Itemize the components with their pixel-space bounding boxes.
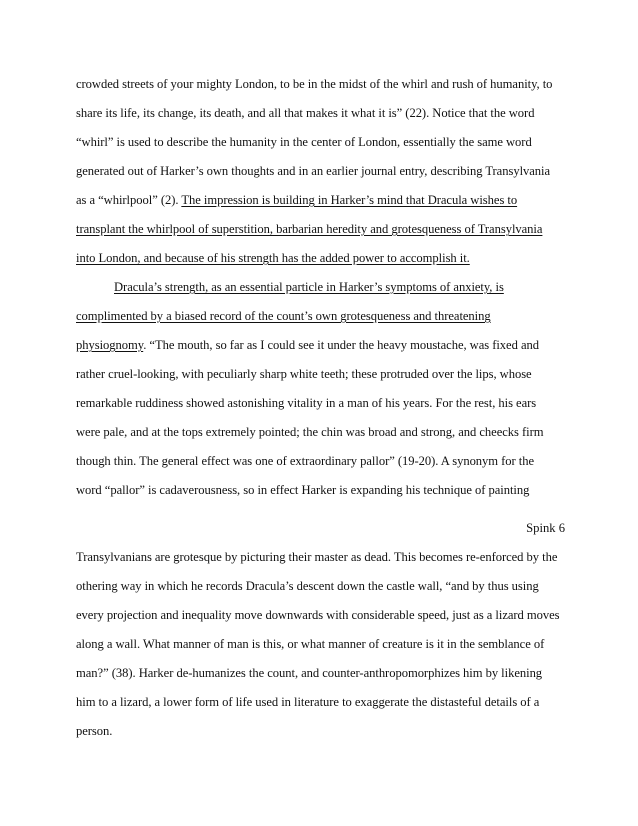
- body-line-p2-5: [76, 665, 542, 681]
- body-line-p2-3: [76, 607, 560, 623]
- text-run: every projection and inequality move downwards with considerable speed, just as a lizard moves: [76, 608, 560, 622]
- text-run: person.: [76, 724, 113, 738]
- body-line-5: [76, 192, 517, 208]
- underlined-text-run: physiognomy: [76, 338, 144, 352]
- text-run: share its life, its change, its death, and all that makes it what it is” (22). Notice that the word: [76, 106, 535, 120]
- body-line-15: [76, 482, 529, 498]
- underlined-text-run: The impression is building in Harker’s mind that Dracula wishes to: [181, 193, 518, 207]
- underlined-text-run: complimented by a biased record of the count’s own grotesqueness and threatening: [76, 309, 491, 323]
- text-run: generated out of Harker’s own thoughts and in an earlier journal entry, describing Transylvania: [76, 164, 551, 178]
- body-line-4: [76, 163, 550, 179]
- underlined-text-run: transplant the whirlpool of superstition, barbarian heredity and grotesqueness of Transylvania: [76, 222, 543, 236]
- body-line-7: [76, 250, 470, 266]
- body-line-8-paragraph-start: [114, 279, 504, 295]
- text-run: as a “whirlpool” (2).: [76, 193, 182, 207]
- body-line-10: [76, 337, 539, 353]
- text-run: othering way in which he records Dracula’s descent down the castle wall, “and by thus using: [76, 579, 539, 593]
- text-run: along a wall. What manner of man is this, or what manner of creature is it in the semblance of: [76, 637, 545, 651]
- text-run: Transylvanians are grotesque by picturing their master as dead. This becomes re-enforced by the: [76, 550, 558, 564]
- body-line-12: [76, 395, 536, 411]
- body-line-p2-4: [76, 636, 544, 652]
- body-line-3: [76, 134, 532, 150]
- text-run: crowded streets of your mighty London, to be in the midst of the whirl and rush of humanity, to: [76, 77, 553, 91]
- body-line-14: [76, 453, 534, 469]
- body-line-6: [76, 221, 542, 237]
- body-line-p2-6: [76, 694, 539, 710]
- underlined-text-run: Dracula’s strength, as an essential particle in Harker’s symptoms of anxiety, is: [114, 280, 504, 294]
- text-run: were pale, and at the tops extremely pointed; the chin was broad and strong, and cheecks firm: [76, 425, 544, 439]
- text-run: rather cruel-looking, with peculiarly sharp white teeth; these protruded over the lips, whose: [76, 367, 532, 381]
- body-line-2: [76, 105, 534, 121]
- underlined-text-run: into London, and because of his strength has the added power to accomplish it.: [76, 251, 470, 265]
- body-line-p2-1: [76, 549, 557, 565]
- text-run: man?” (38). Harker de-humanizes the count, and counter-anthropomorphizes him by likening: [76, 666, 543, 680]
- body-line-p2-2: [76, 578, 539, 594]
- body-line-13: [76, 424, 543, 440]
- body-line-9: [76, 308, 491, 324]
- text-run: remarkable ruddiness showed astonishing vitality in a man of his years. For the rest, his ears: [76, 396, 537, 410]
- page-header-spink-6: Spink 6: [526, 521, 565, 535]
- text-run: word “pallor” is cadaverousness, so in effect Harker is expanding his technique of painting: [76, 483, 530, 497]
- body-line-1: [76, 76, 552, 92]
- body-line-p2-7: [76, 723, 112, 739]
- text-run: though thin. The general effect was one of extraordinary pallor” (19-20). A synonym for the: [76, 454, 535, 468]
- text-run: . “The mouth, so far as I could see it under the heavy moustache, was fixed and: [143, 338, 539, 352]
- text-run: “whirl” is used to describe the humanity in the center of London, essentially the same word: [76, 135, 532, 149]
- body-line-11: [76, 366, 532, 382]
- text-run: him to a lizard, a lower form of life used in literature to exaggerate the distasteful details of a: [76, 695, 540, 709]
